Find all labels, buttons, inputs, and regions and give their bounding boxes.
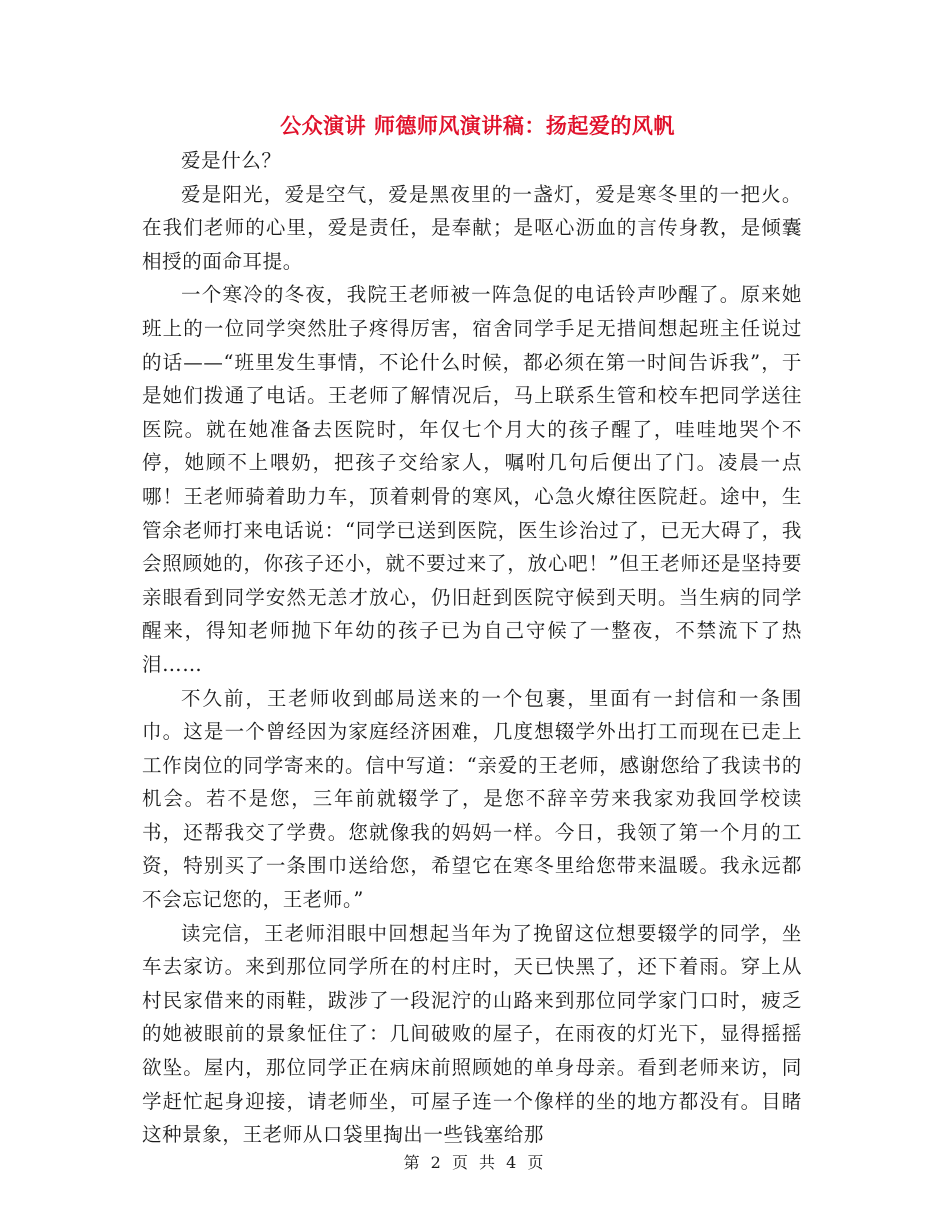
document-title: 公众演讲 师德师风演讲稿：扬起爱的风帆 <box>280 113 675 138</box>
paragraph: 爱是什么？ <box>181 149 282 172</box>
paragraph: 一个寒冷的冬夜，我院王老师被一阵急促的电话铃声吵醒了。原来她班上的一位同学突然肚子疼得厉害，宿舍同学手足无措间想起班主任说过的话——“班里发生事情，不论什么时候，都必须在第一时间告诉我”，于是她们拨通了电话。王老师了解情况后，马上联系生管和校车把同学送往医院。就在她准备去医院时，年仅七个月大的孩子醒了，哇哇地哭个不停，她顾不上喂奶，把孩子交给家人，嘱咐几句后便出了门。凌晨一点哪！王老师骑着助力车，顶着刺骨的寒风，心急火燎往医院赶。途中，生管余老师打来电话说：“同学已送到医院，医生诊治过了，已无大碍了，我会照顾她的，你孩子还小，就不要过来了，放心吧！”但王老师还是坚持要亲眼看到同学安然无恙才放心，仍旧赶到医院守候到天明。当生病的同学醒来，得知老师抛下年幼的孩子已为自己守候了一整夜，不禁流下了热泪…… <box>142 283 802 676</box>
page-number-footer: 第 2 页 共 4 页 <box>403 1153 547 1172</box>
document-body <box>142 144 802 1152</box>
paragraph: 爱是阳光，爱是空气，爱是黑夜里的一盏灯，爱是寒冬里的一把火。在我们老师的心里，爱是责任，是奉献；是呕心沥血的言传身教，是倾囊相授的面命耳提。 <box>142 182 802 273</box>
paragraph: 读完信，王老师泪眼中回想起当年为了挽留这位想要辍学的同学，坐车去家访。来到那位同学所在的村庄时，天已快黑了，还下着雨。穿上从村民家借来的雨鞋，跋涉了一段泥泞的山路来到那位同学家门口时，疲乏的她被眼前的景象怔住了：几间破败的屋子，在雨夜的灯光下，显得摇摇欲坠。屋内，那位同学正在病床前照顾她的单身母亲。看到老师来访，同学赶忙起身迎接，请老师坐，可屋子连一个像样的坐的地方都没有。目睹这种景象，王老师从口袋里掏出一些钱塞给那 <box>142 921 802 1147</box>
paragraph: 不久前，王老师收到邮局送来的一个包裹，里面有一封信和一条围巾。这是一个曾经因为家庭经济困难，几度想辍学外出打工而现在已走上工作岗位的同学寄来的。信中写道：“亲爱的王老师，感谢您给了我读书的机会。若不是您，三年前就辍学了，是您不辞辛劳来我家劝我回学校读书，还帮我交了学费。您就像我的妈妈一样。今日，我领了第一个月的工资，特别买了一条围巾送给您，希望它在寒冬里给您带来温暖。我永远都不会忘记您的，王老师。” <box>142 686 802 912</box>
